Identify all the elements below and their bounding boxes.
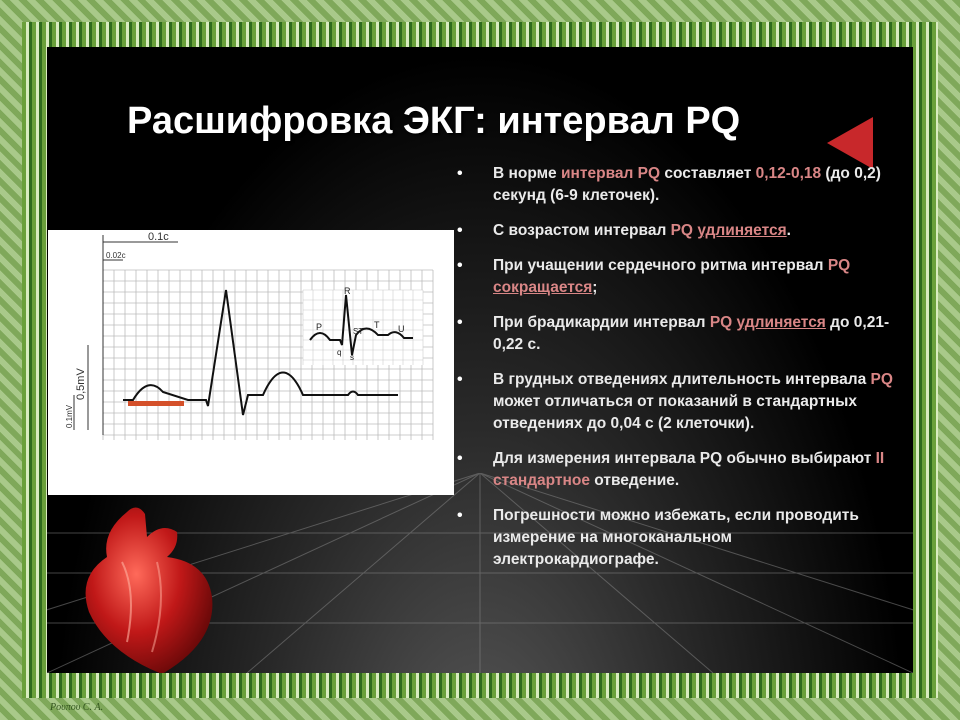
voltage-label-small: 0.1mV [65, 404, 74, 428]
bullet-text: II стандартное [493, 450, 885, 489]
bullet-text: Для измерения интервала PQ обычно выбирают [493, 450, 876, 467]
bullet-item [449, 220, 899, 242]
heart-image [67, 502, 232, 673]
bullet-text: составляет [660, 165, 756, 182]
wave-U-label: U [398, 324, 405, 334]
bullet-text: до 0,21-0,22 с. [493, 314, 890, 353]
bullet-item [449, 505, 899, 571]
bullet-text: сокращается [493, 279, 593, 296]
bullet-text: интервал PQ [561, 165, 661, 182]
bullet-dot-icon: • [457, 507, 463, 524]
slide-canvas [47, 47, 913, 673]
ecg-diagram [48, 230, 454, 495]
bullet-item [449, 369, 899, 435]
back-arrow-icon[interactable] [827, 117, 873, 169]
bullet-text: PQ [827, 257, 851, 274]
bullet-text: может отличаться от показаний в стандартных отведениях до 0,04 с (2 клеточки). [493, 393, 857, 432]
pq-interval-marker [128, 401, 184, 406]
bullet-text: При учащении сердечного ритма интервал [493, 257, 828, 274]
bullet-text: В норме [493, 165, 561, 182]
bullet-text: С возрастом интервал [493, 222, 671, 239]
voltage-label: 0,5mV [75, 368, 87, 400]
bullet-text: удлиняется [697, 222, 787, 239]
bullet-list [449, 163, 899, 584]
bullet-text: 0,12-0,18 [755, 165, 822, 182]
bullet-text: отведение. [589, 472, 680, 489]
ecg-graph [48, 230, 454, 495]
bullet-dot-icon: • [457, 450, 463, 467]
bullet-dot-icon: • [457, 165, 463, 182]
bullet-text: Погрешности можно избежать, если проводить измерение на многоканальном электрокардиографе. [493, 507, 859, 568]
bullet-item [449, 255, 899, 299]
bullet-text: . [786, 222, 791, 239]
wave-T-label: T [374, 320, 380, 330]
bullet-text: (до 0,2) секунд (6-9 клеточек). [493, 165, 881, 204]
wave-R-label: R [344, 286, 351, 296]
bullet-text: удлиняется [736, 314, 826, 331]
bullet-item [449, 448, 899, 492]
wave-q-label: q [337, 348, 342, 357]
bullet-text: PQ [670, 222, 693, 239]
segment-ST-label: ST [353, 327, 364, 336]
scale-label-small: 0.02c [106, 251, 126, 260]
bullet-text: При брадикардии интервал [493, 314, 710, 331]
wave-P-label: P [316, 322, 323, 332]
bullet-text: В грудных отведениях длительность интервала [493, 371, 871, 388]
wave-s-label: s [350, 353, 354, 362]
author-signature: Ρουπου С. А. [50, 702, 104, 713]
bullet-item [449, 163, 899, 207]
bullet-text: PQ [709, 314, 733, 331]
slide-title: Расшифровка ЭКГ: интервал PQ [127, 100, 741, 142]
bullet-dot-icon: • [457, 222, 463, 239]
bullet-item [449, 312, 899, 356]
bullet-text: ; [592, 279, 598, 296]
bullet-dot-icon: • [457, 314, 463, 331]
scale-label-top: 0.1c [148, 231, 169, 243]
bullet-dot-icon: • [457, 371, 463, 388]
bullet-dot-icon: • [457, 257, 463, 274]
bullet-text: PQ [870, 371, 893, 388]
